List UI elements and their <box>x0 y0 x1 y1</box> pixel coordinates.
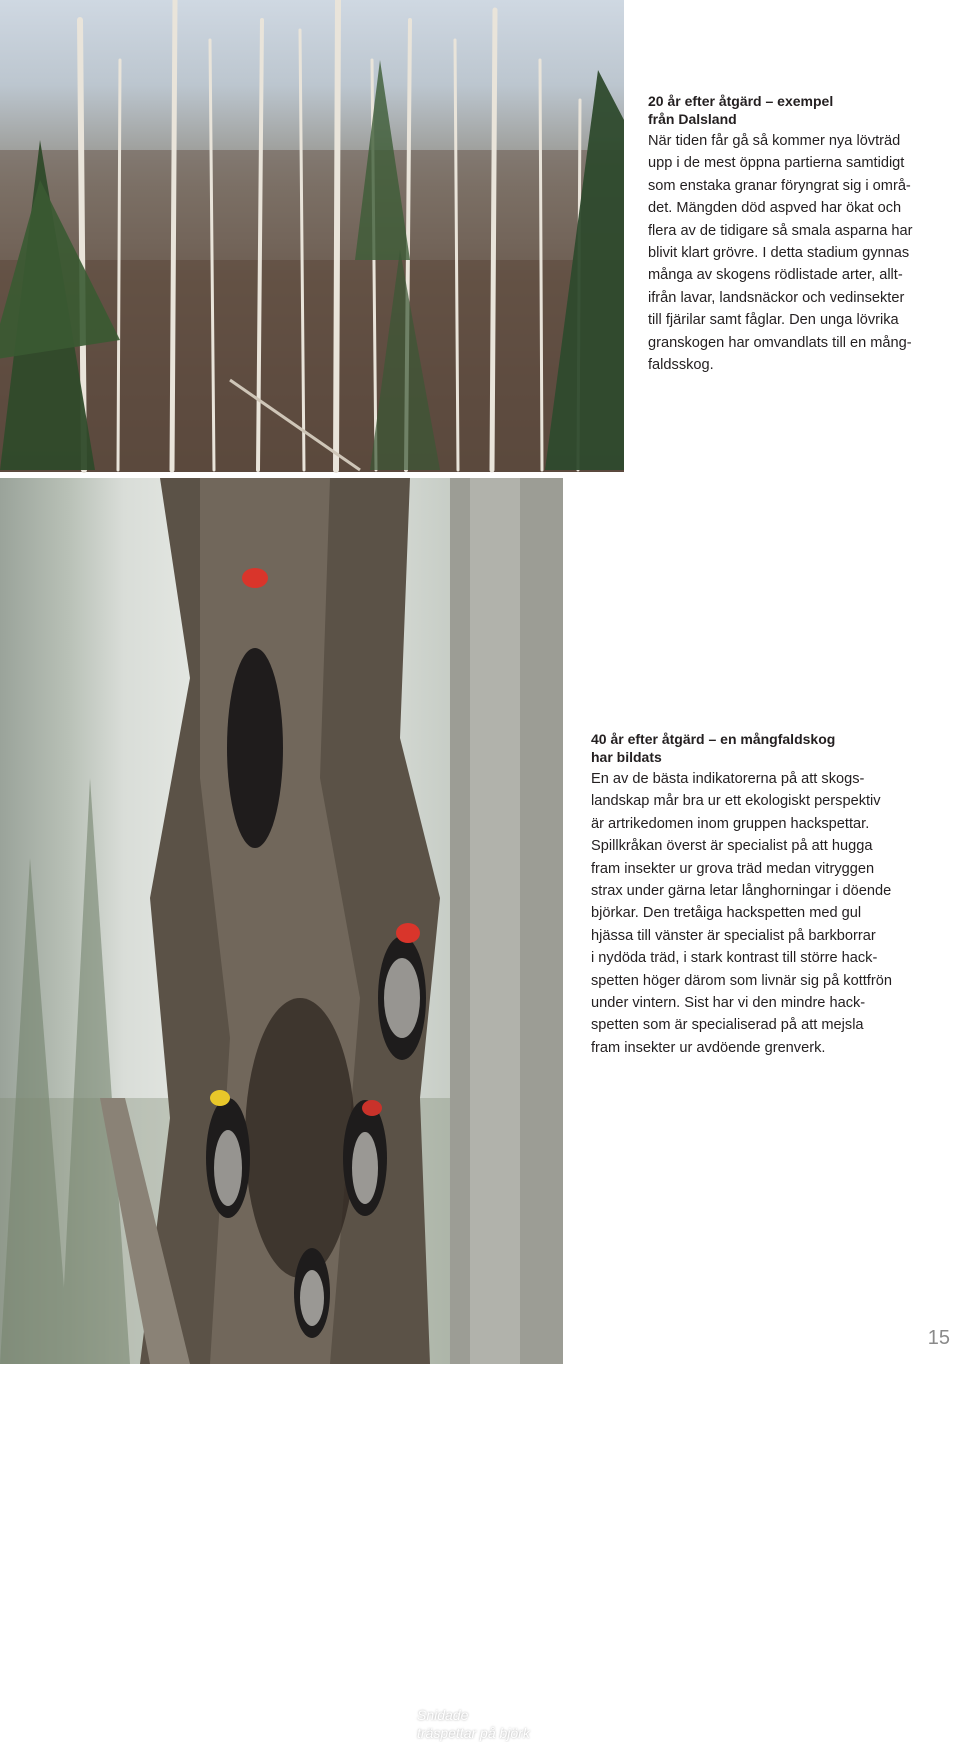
section-40-years <box>591 730 921 1059</box>
page-number: 15 <box>927 1327 950 1349</box>
section-20-body: När tiden får gå så kommer nya lövträd upp i de mest öppna partierna samtidigt som enstaka granar föryngrat sig i områ- det. Mängden död aspved har ökat och flera av de tidigare så smala asparna har blivit klart grövre. I detta stadium gynnas många av skogens rödlistade arter, allt- ifrån lavar, landsnäckor och vedinsekter till fjärilar samt fåglar. Den unga lövrika granskogen har omvandlats till en mång- faldsskog. <box>648 133 913 374</box>
forest-illustration <box>0 0 624 472</box>
section-20-years <box>648 92 938 376</box>
photo-caption: Snidade träspettar på björk <box>417 1707 530 1741</box>
section-40-body: En av de bästa indikatorerna på att skogs- landskap mår bra ur ett ekologiskt perspektiv är artrikedomen inom gruppen hackspettar. Spillkråkan överst är specialist på att hugga fram insekter ur grova träd medan vitryggen strax under gärna letar långhorningar i döende björkar. Den tretåiga hackspetten med gul hjässa till vänster är specialist på barkborrar i nydöda träd, i stark kontrast till större hack- spetten höger därom som livnär sig på kottfrön under vintern. Sist har vi den mindre hack- spetten som är specialiserad på att mejsla fram insekter ur avdöende grenverk. <box>591 771 892 1056</box>
section-20-heading: 20 år efter åtgärd – exempel från Dalsland <box>648 93 834 127</box>
woodpecker-photo <box>0 478 563 1741</box>
section-40-heading: 40 år efter åtgärd – en mångfaldskog har bildats <box>591 731 836 765</box>
woodpecker-illustration <box>0 478 563 1364</box>
forest-photo <box>0 0 624 472</box>
